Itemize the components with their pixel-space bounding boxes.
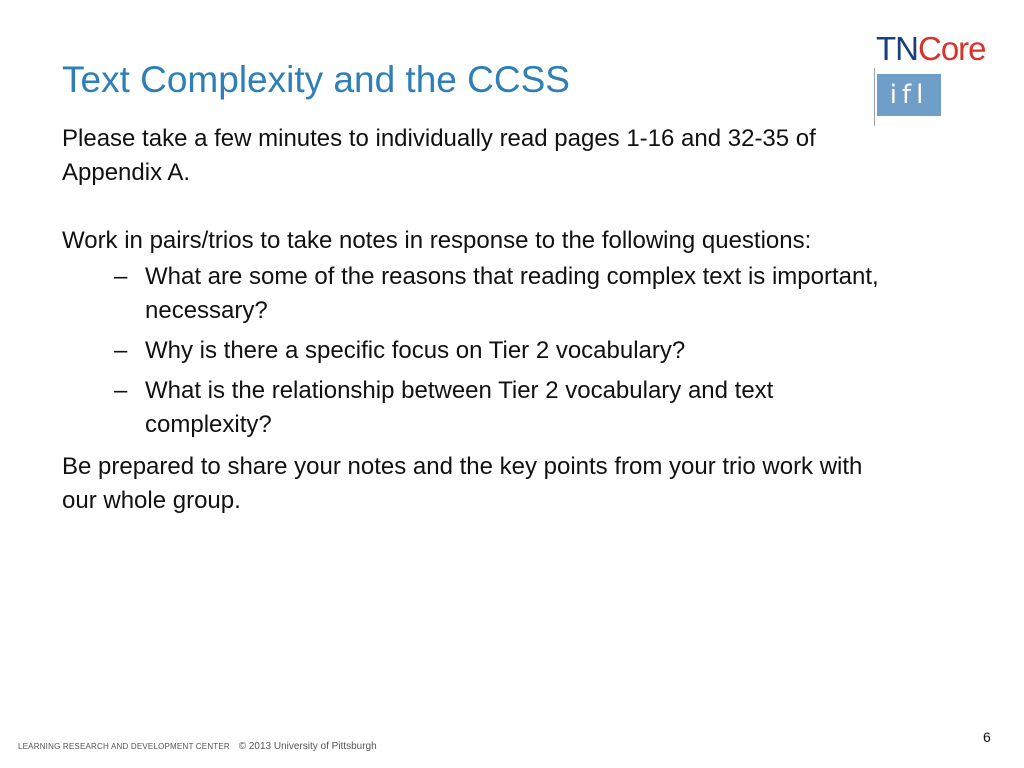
tncore-ifl-logo [870,30,1004,126]
list-item [62,260,902,328]
logo-divider-line [874,68,875,126]
instruction-paragraph: Please take a few minutes to individually read pages 1-16 and 32-35 of Appendix A. [62,125,816,186]
list-item [62,374,902,442]
page-number: 6 [983,729,991,745]
question-text: Why is there a specific focus on Tier 2 vocabulary? [145,337,686,364]
footer-copyright: © 2013 University of Pittsburgh [238,741,377,752]
slide-body [62,122,902,518]
slide-title: Text Complexity and the CCSS [62,59,570,100]
closing-paragraph: Be prepared to share your notes and the key points from your trio work with our whole group. [62,453,863,514]
question-text: What is the relationship between Tier 2 vocabulary and text complexity? [145,377,774,438]
tncore-wordmark [876,30,986,68]
bullet-dash: – [114,337,128,364]
footer-org: LEARNING RESEARCH AND DEVELOPMENT CENTER [18,742,230,751]
bullet-dash: – [114,377,128,404]
footer [18,740,377,754]
pairs-paragraph: Work in pairs/trios to take notes in response to the following questions: [62,227,812,254]
bullet-dash: – [114,263,128,290]
ifl-logo-text: ifl [889,80,929,110]
logo-core-text: Core [918,30,986,67]
logo-tn-text: TN [876,30,918,67]
question-list [62,260,902,442]
list-item [62,334,902,368]
ifl-logo-box [877,74,941,116]
question-text: What are some of the reasons that reading complex text is important, necessary? [145,263,879,324]
